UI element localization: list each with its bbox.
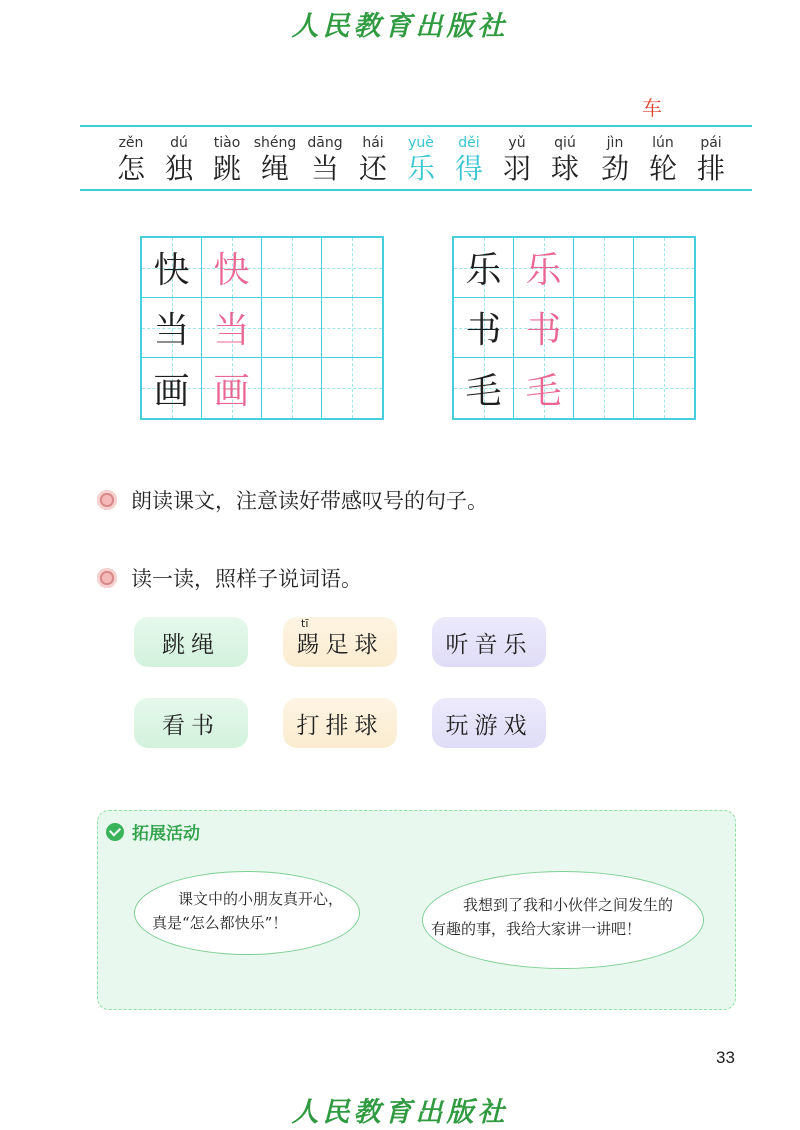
extension-activity-box <box>97 810 736 1010</box>
grid-cell-blank[interactable] <box>574 238 634 298</box>
vocab-char: 排 <box>696 152 725 185</box>
vocab-char: 跳 <box>212 152 241 185</box>
grid-cell-blank[interactable] <box>262 358 322 418</box>
vocab-pinyin: jìn <box>606 135 624 151</box>
vocab-bottom-rule <box>80 189 752 191</box>
vocab-pinyin: dú <box>170 135 188 151</box>
vocab-char: 独 <box>164 152 193 185</box>
vocab-pinyin: shéng <box>253 135 297 151</box>
vocab-item <box>105 134 157 186</box>
grid-cell-trace: 画 <box>202 358 262 418</box>
extension-title: 拓展活动 <box>106 819 200 844</box>
exercise-seal-icon <box>97 490 117 510</box>
phrase-card: 跳绳 <box>134 617 248 667</box>
vocab-pinyin: yuè <box>408 135 434 151</box>
grid-cell-blank[interactable] <box>262 298 322 358</box>
vocab-char: 得 <box>454 152 483 185</box>
vocab-pinyin: hái <box>362 135 384 151</box>
vocab-item <box>201 134 253 186</box>
grid-cell-blank[interactable] <box>574 358 634 418</box>
phrase-pinyin: tī <box>301 617 309 630</box>
vocab-top-rule <box>80 125 752 127</box>
speech-text-left: 课文中的小朋友真开心， 真是“怎么都快乐”！ <box>152 890 344 932</box>
vocab-char: 还 <box>358 152 387 185</box>
publisher-header: 人民教育出版社 <box>291 11 509 42</box>
vocab-item <box>347 134 399 186</box>
hint-character: 车 <box>642 96 662 120</box>
vocab-pinyin: zěn <box>118 135 144 151</box>
phrase-card: 玩游戏 <box>432 698 546 748</box>
grid-cell-blank[interactable] <box>634 298 694 358</box>
vocab-char: 轮 <box>648 152 677 185</box>
instruction-read-aloud <box>97 485 488 515</box>
writing-grid-right <box>452 236 696 420</box>
grid-cell-blank[interactable] <box>322 358 382 418</box>
vocab-pinyin: dāng <box>307 135 343 151</box>
writing-grid-left <box>140 236 384 420</box>
exercise-seal-icon <box>97 568 117 588</box>
grid-cell-blank[interactable] <box>322 238 382 298</box>
phrase-card: 听音乐 <box>432 617 546 667</box>
vocab-item <box>153 134 205 186</box>
vocab-item <box>491 134 543 186</box>
page-number: 33 <box>716 1048 735 1067</box>
instruction-text: 朗读课文，注意读好带感叹号的句子。 <box>131 489 488 513</box>
grid-cell-blank[interactable] <box>322 298 382 358</box>
phrase-card: 看书 <box>134 698 248 748</box>
vocab-item <box>249 134 301 186</box>
vocab-pinyin: lún <box>652 135 674 151</box>
grid-cell-trace: 乐 <box>514 238 574 298</box>
grid-cell-blank[interactable] <box>634 358 694 418</box>
grid-cell-model: 当 <box>142 298 202 358</box>
vocab-pinyin: qiú <box>554 135 576 151</box>
grid-cell-blank[interactable] <box>574 298 634 358</box>
vocab-pinyin: děi <box>458 135 480 151</box>
vocab-char: 怎 <box>116 152 145 185</box>
vocab-item <box>539 134 591 186</box>
vocab-char: 绳 <box>260 152 289 185</box>
instruction-read-phrases <box>97 563 362 593</box>
grid-cell-blank[interactable] <box>634 238 694 298</box>
grid-cell-model: 画 <box>142 358 202 418</box>
instruction-text: 读一读，照样子说词语。 <box>131 567 362 591</box>
vocab-char: 乐 <box>406 152 435 185</box>
phrase-card: tī 踢足球 <box>283 617 397 667</box>
vocab-char: 羽 <box>502 152 531 185</box>
grid-cell-trace: 毛 <box>514 358 574 418</box>
vocab-item <box>589 134 641 186</box>
phrase-card: 打排球 <box>283 698 397 748</box>
grid-cell-blank[interactable] <box>262 238 322 298</box>
vocab-item <box>443 134 495 186</box>
vocab-pinyin: tiào <box>213 135 241 151</box>
vocab-char: 当 <box>310 152 339 185</box>
vocab-item <box>299 134 351 186</box>
vocab-item <box>395 134 447 186</box>
check-leaf-icon <box>106 823 124 841</box>
vocab-char: 劲 <box>600 152 629 185</box>
grid-cell-trace: 书 <box>514 298 574 358</box>
vocab-char: 球 <box>550 152 579 185</box>
grid-cell-model: 快 <box>142 238 202 298</box>
grid-cell-model: 书 <box>454 298 514 358</box>
vocab-item <box>637 134 689 186</box>
vocab-pinyin: pái <box>700 135 722 151</box>
vocab-item <box>685 134 737 186</box>
grid-cell-trace: 快 <box>202 238 262 298</box>
vocab-pinyin: yǔ <box>508 135 526 151</box>
grid-cell-model: 乐 <box>454 238 514 298</box>
publisher-footer: 人民教育出版社 <box>291 1097 509 1128</box>
speech-text-right: 我想到了我和小伙伴之间发生的 有趣的事，我给大家讲一讲吧！ <box>431 896 674 938</box>
grid-cell-model: 毛 <box>454 358 514 418</box>
grid-cell-trace: 当 <box>202 298 262 358</box>
